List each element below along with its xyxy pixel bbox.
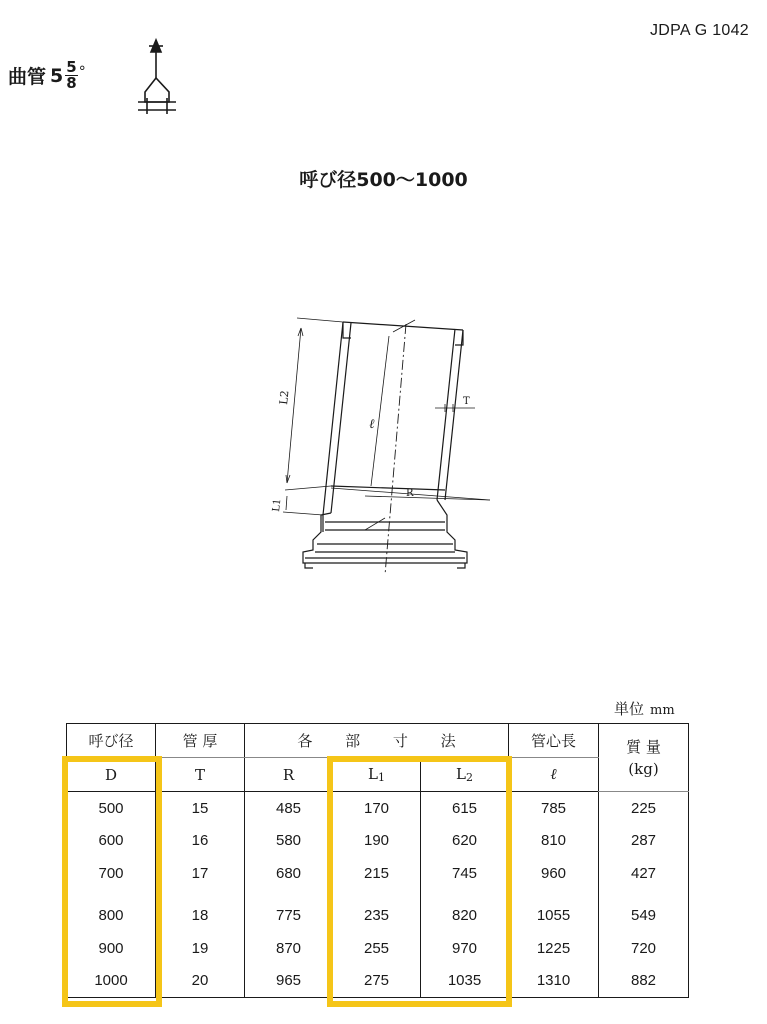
angle-whole: 5 bbox=[50, 64, 64, 87]
header-centerline-length: 管心長 bbox=[509, 724, 599, 758]
cell-L2: 820 bbox=[421, 900, 509, 933]
cell-L2: 970 bbox=[421, 932, 509, 965]
table-row bbox=[67, 825, 689, 858]
cell-L1: 255 bbox=[333, 932, 421, 965]
cell-T: 19 bbox=[156, 932, 245, 965]
cell-T: 16 bbox=[156, 825, 245, 858]
header-D: D bbox=[67, 758, 156, 792]
header-weight-unit: (kg) bbox=[628, 759, 659, 778]
header-dimensions-text: 各 部 寸 法 bbox=[297, 732, 470, 750]
cell-R: 870 bbox=[245, 932, 333, 965]
cell-ell: 1225 bbox=[509, 932, 599, 965]
gap-cell bbox=[333, 890, 421, 900]
unit-note bbox=[614, 698, 675, 719]
label-T: T bbox=[463, 396, 470, 407]
cell-L2: 745 bbox=[421, 857, 509, 890]
cell-weight: 427 bbox=[599, 857, 689, 890]
angle-fraction bbox=[65, 60, 77, 91]
cell-weight: 720 bbox=[599, 932, 689, 965]
header-L2-sub: 2 bbox=[465, 771, 473, 784]
label-L1: L1 bbox=[271, 498, 284, 513]
header-R: R bbox=[245, 758, 333, 792]
cell-L1: 170 bbox=[333, 792, 421, 825]
table-row bbox=[67, 932, 689, 965]
header-dimensions bbox=[245, 724, 509, 758]
standard-code: JDPA G 1042 bbox=[649, 22, 749, 39]
table-row bbox=[67, 900, 689, 933]
gap-cell bbox=[245, 890, 333, 900]
label-R: R bbox=[406, 488, 414, 499]
fitting-name: 曲管 bbox=[8, 66, 47, 88]
table-gap bbox=[67, 890, 689, 900]
cell-R: 775 bbox=[245, 900, 333, 933]
cell-D: 500 bbox=[67, 792, 156, 825]
table-row bbox=[67, 857, 689, 890]
gap-cell bbox=[156, 890, 245, 900]
cell-ell: 960 bbox=[509, 857, 599, 890]
table-row bbox=[67, 965, 689, 998]
cell-T: 18 bbox=[156, 900, 245, 933]
header-weight bbox=[599, 724, 689, 792]
header-ell bbox=[509, 758, 599, 792]
cell-T: 15 bbox=[156, 792, 245, 825]
cell-weight: 549 bbox=[599, 900, 689, 933]
header-thickness: 管 厚 bbox=[156, 724, 245, 758]
gap-cell bbox=[67, 890, 156, 900]
bend-pipe-drawing bbox=[265, 300, 505, 585]
label-ell: ℓ bbox=[369, 417, 375, 432]
cell-ell: 785 bbox=[509, 792, 599, 825]
cell-D: 700 bbox=[67, 857, 156, 890]
cell-L1: 190 bbox=[333, 825, 421, 858]
header-weight-label: 質 量 bbox=[626, 737, 661, 756]
header-L2-letter: L bbox=[456, 765, 466, 783]
size-range-heading: 呼び径500～1000 bbox=[299, 169, 468, 191]
cell-D: 600 bbox=[67, 825, 156, 858]
header-ell-symbol: ℓ bbox=[550, 765, 557, 783]
angle-denominator: 8 bbox=[66, 74, 77, 92]
cell-ell: 810 bbox=[509, 825, 599, 858]
cell-weight: 225 bbox=[599, 792, 689, 825]
cell-weight: 287 bbox=[599, 825, 689, 858]
cell-ell: 1310 bbox=[509, 965, 599, 998]
cell-R: 680 bbox=[245, 857, 333, 890]
cell-L2: 620 bbox=[421, 825, 509, 858]
header-nominal-size: 呼び径 bbox=[67, 724, 156, 758]
cell-D: 900 bbox=[67, 932, 156, 965]
header-L1 bbox=[333, 758, 421, 792]
cell-L1: 235 bbox=[333, 900, 421, 933]
cell-T: 17 bbox=[156, 857, 245, 890]
gap-cell bbox=[599, 890, 689, 900]
cell-L2: 615 bbox=[421, 792, 509, 825]
cell-R: 485 bbox=[245, 792, 333, 825]
cell-ell: 1055 bbox=[509, 900, 599, 933]
gap-cell bbox=[509, 890, 599, 900]
cell-weight: 882 bbox=[599, 965, 689, 998]
header-L1-letter: L bbox=[368, 765, 378, 783]
unit-label: 単位 bbox=[614, 700, 645, 718]
cell-T: 20 bbox=[156, 965, 245, 998]
cell-D: 800 bbox=[67, 900, 156, 933]
cell-D: 1000 bbox=[67, 965, 156, 998]
header-L1-sub: 1 bbox=[377, 771, 385, 784]
header-L2 bbox=[421, 758, 509, 792]
label-L2: L2 bbox=[277, 389, 292, 406]
cell-L2: 1035 bbox=[421, 965, 509, 998]
cell-L1: 275 bbox=[333, 965, 421, 998]
bend-pipe-symbol-icon bbox=[132, 36, 182, 116]
cell-R: 580 bbox=[245, 825, 333, 858]
cell-L1: 215 bbox=[333, 857, 421, 890]
header-T: T bbox=[156, 758, 245, 792]
fitting-title bbox=[8, 60, 86, 91]
degree-symbol: ° bbox=[78, 64, 86, 80]
gap-cell bbox=[421, 890, 509, 900]
unit-value: mm bbox=[650, 703, 675, 718]
angle-numerator: 5 bbox=[66, 58, 77, 76]
table-row bbox=[67, 792, 689, 825]
cell-R: 965 bbox=[245, 965, 333, 998]
dimension-table bbox=[66, 723, 689, 998]
